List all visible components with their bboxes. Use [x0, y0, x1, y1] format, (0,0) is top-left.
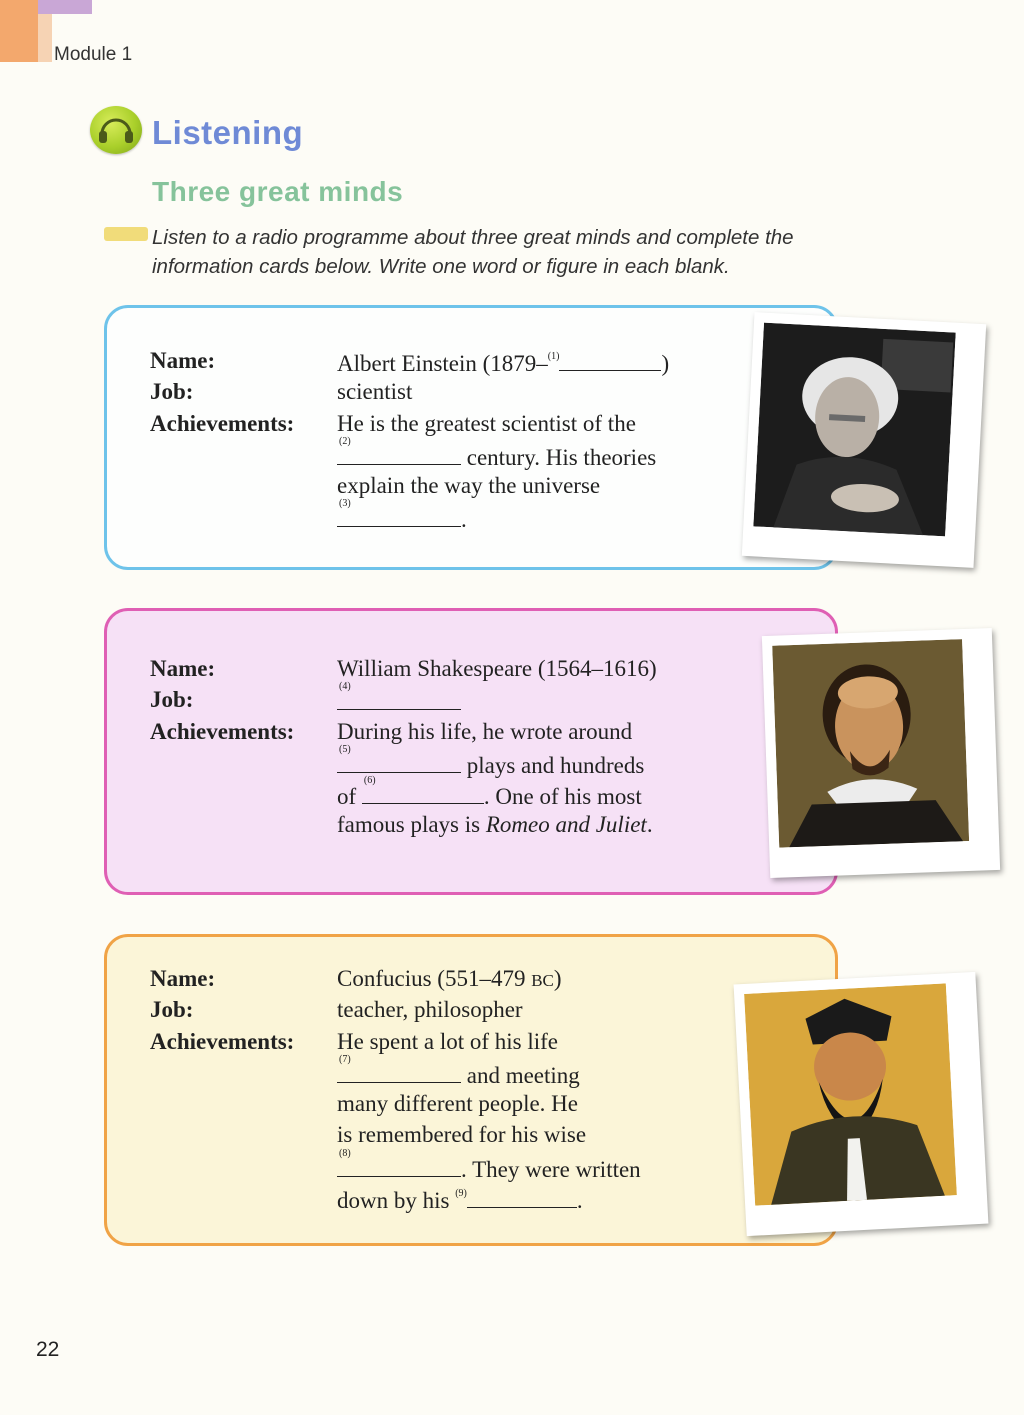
section-subtitle: Three great minds: [152, 176, 404, 207]
blank-number: (9): [455, 1188, 467, 1200]
name-label: Name:: [150, 966, 216, 991]
instruction-text: [152, 223, 912, 281]
achievements-line: He spent a lot of his life: [337, 1028, 559, 1054]
blank-5[interactable]: [337, 743, 461, 773]
job-label: Job:: [150, 997, 194, 1023]
job-value: scientist: [337, 379, 413, 405]
blank-number: (2): [339, 435, 351, 447]
job-value: teacher, philosopher: [337, 997, 523, 1023]
achievements-line: of (6) . One of his most: [337, 775, 642, 810]
page-number: 22: [36, 1338, 60, 1361]
achievements-line: (8) . They were written: [339, 1147, 641, 1182]
blank-number: (5): [339, 743, 351, 755]
headphones-icon: [90, 106, 142, 154]
shakespeare-portrait: [762, 628, 1000, 878]
job-label: Job:: [150, 687, 194, 713]
blank-number: (8): [339, 1147, 351, 1159]
name-value: Albert Einstein (1879–$^{(1)}$ ): [337, 348, 669, 377]
blank-3[interactable]: [337, 498, 461, 527]
module-label: Module 1: [54, 44, 133, 65]
name-value: Confucius (551–479 BC): [337, 966, 562, 991]
name-value: William Shakespeare (1564–1616): [337, 656, 657, 681]
achievements-label: Achievements:: [150, 1028, 295, 1054]
achievements-line: (5) plays and hundreds: [339, 743, 645, 778]
achievements-label: Achievements:: [150, 718, 295, 744]
blank-1[interactable]: [559, 348, 661, 371]
section-title: Listening: [152, 114, 304, 151]
achievements-label: Achievements:: [150, 410, 295, 436]
blank-number: (7): [339, 1053, 351, 1065]
achievements-line: explain the way the universe: [337, 473, 601, 499]
achievements-line: He is the greatest scientist of the: [337, 410, 636, 436]
corner-tab-purple: [38, 0, 92, 14]
blank-9[interactable]: [467, 1185, 577, 1208]
achievements-line: (3) .: [339, 498, 467, 533]
achievements-line: (2) century. His theories: [339, 435, 657, 470]
instruction-line: Listen to a radio programme about three great minds and complete the: [152, 226, 794, 249]
instruction-marker: [104, 227, 148, 241]
blank-number: (3): [339, 498, 351, 510]
blank-6[interactable]: [362, 775, 484, 804]
achievements-line: down by his $^{(9)}$ .: [337, 1185, 583, 1214]
job-label: Job:: [150, 379, 194, 405]
instruction-line: information cards below. Write one word or figure in each blank.: [152, 255, 730, 278]
blank-7[interactable]: [337, 1053, 461, 1083]
confucius-portrait: [734, 972, 989, 1236]
info-card-einstein: [104, 305, 838, 570]
blank-number: (1): [547, 351, 560, 362]
achievements-line: (7) and meeting: [339, 1053, 580, 1088]
achievements-line: During his life, he wrote around: [337, 718, 633, 744]
blank-2[interactable]: [337, 435, 461, 465]
achievements-line: many different people. He: [337, 1091, 578, 1117]
corner-tab-peach: [38, 14, 52, 62]
blank-number: (4): [339, 681, 351, 693]
corner-tab-orange: [0, 0, 38, 62]
blank-number: (6): [363, 775, 376, 787]
achievements-line: is remembered for his wise: [337, 1122, 587, 1148]
blank-8[interactable]: [337, 1147, 461, 1177]
blank-4[interactable]: [337, 681, 461, 710]
achievements-line: famous plays is Romeo and Juliet.: [337, 812, 653, 838]
name-label: Name:: [150, 348, 216, 373]
name-label: Name:: [150, 656, 216, 681]
job-value: [337, 681, 461, 716]
einstein-photo: [742, 312, 986, 568]
